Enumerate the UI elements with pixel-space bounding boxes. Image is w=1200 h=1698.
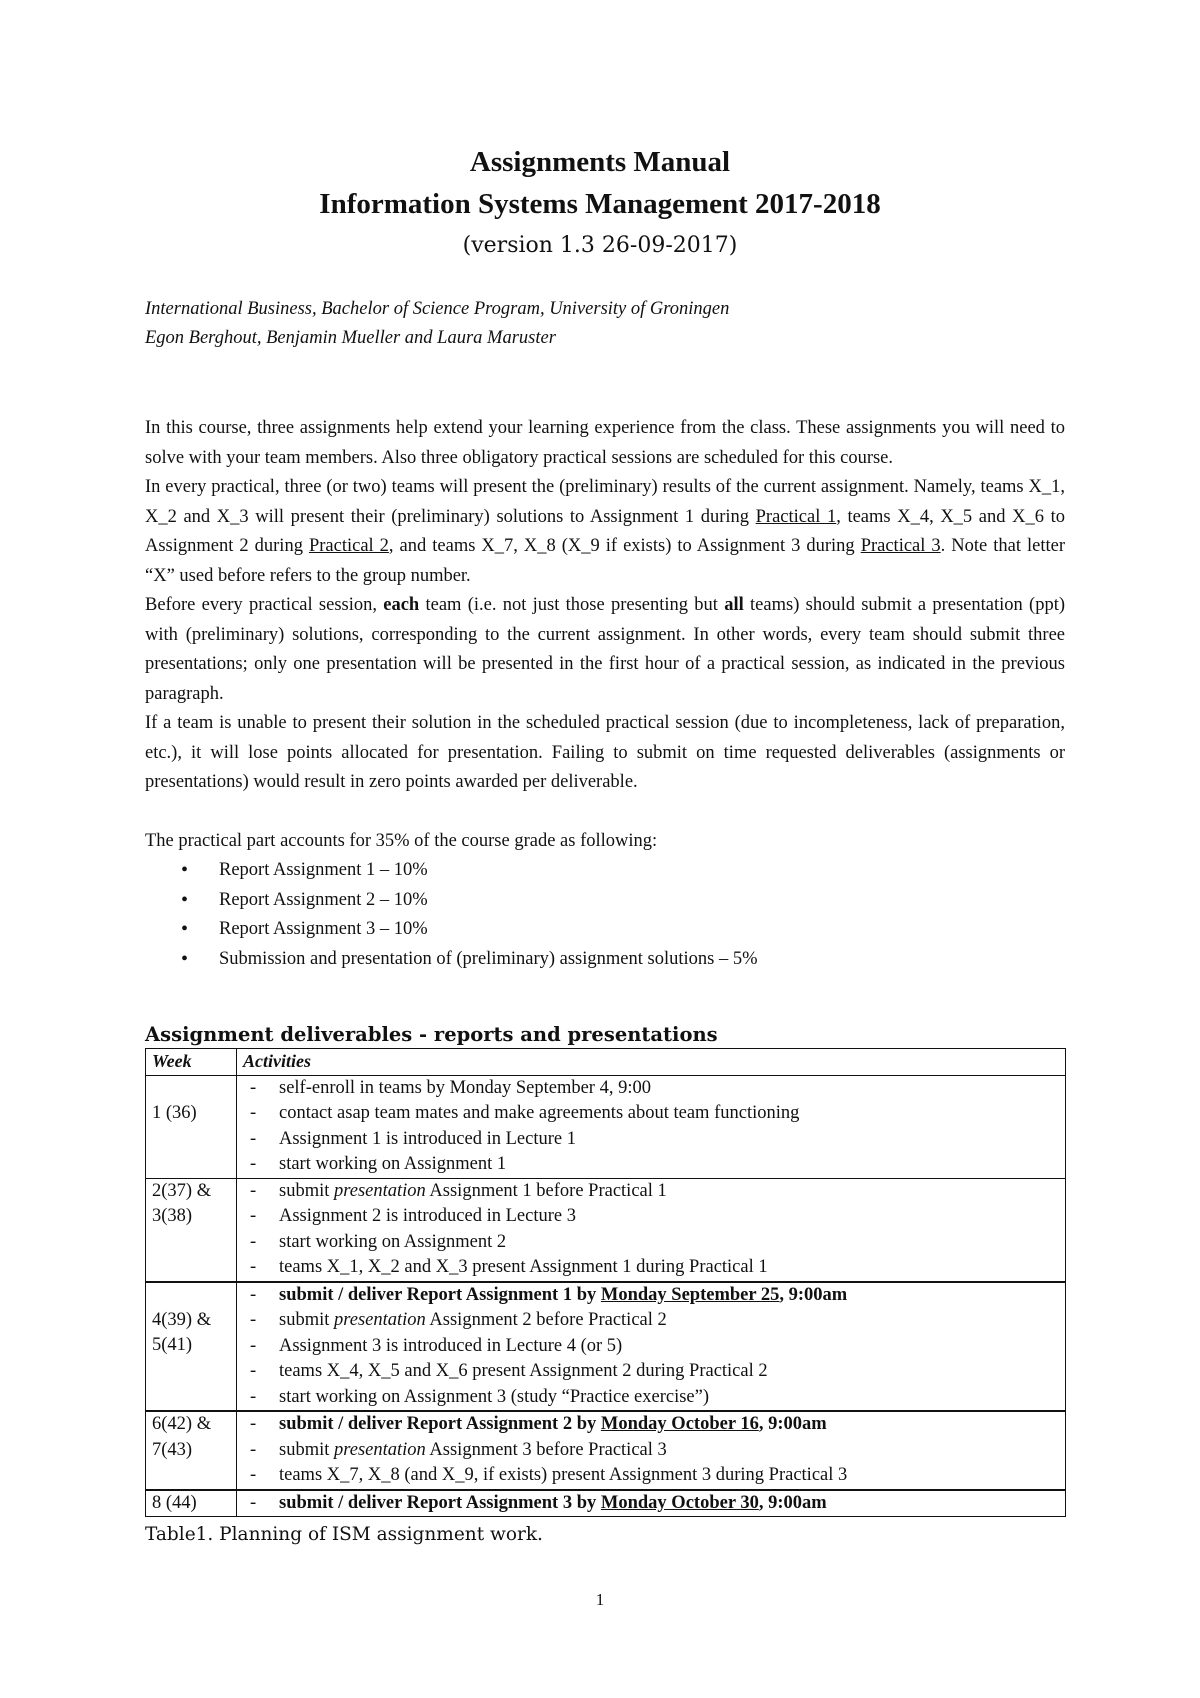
intro-body: [145, 414, 1065, 974]
activity-item: - Assignment 2 is introduced in Lecture 3: [243, 1204, 1059, 1230]
activity-item: - start working on Assignment 3 (study “Practice exercise”): [243, 1385, 1059, 1411]
week-cell: 8 (44): [146, 1490, 237, 1517]
table-row: [146, 1490, 1066, 1517]
intro-paragraph-1: In this course, three assignments help extend your learning experience from the class. These assignments you will need to solve with your team members. Also three obligatory practical sessions are scheduled for this course.: [145, 418, 1065, 468]
table-header-row: [146, 1049, 1066, 1076]
activities-cell: [237, 1075, 1066, 1178]
intro-paragraph-4: If a team is unable to present their solution in the scheduled practical session (due to incompleteness, lack of preparation, etc.), it will lose points allocated for presentation. Failing to submit on time requested deliverables (assignments or presentations) would result in zero points awarded per deliverable.: [145, 713, 1065, 792]
table-row: [146, 1075, 1066, 1178]
activity-item: - submit / deliver Report Assignment 2 by Monday October 16, 9:00am: [243, 1412, 1059, 1438]
activity-item: - start working on Assignment 2: [243, 1230, 1059, 1256]
practical-3-link: Practical 3: [860, 536, 941, 556]
grading-list: [145, 856, 1065, 974]
week-cell: 2(37) & 3(38): [146, 1178, 237, 1282]
table-title: Assignment deliverables - reports and presentations: [145, 1023, 718, 1046]
list-item: • Report Assignment 1 – 10%: [145, 856, 1065, 886]
table-row: [146, 1282, 1066, 1412]
activity-item: - Assignment 1 is introduced in Lecture 1: [243, 1127, 1059, 1153]
week-cell: 6(42) & 7(43): [146, 1411, 237, 1490]
program-line: International Business, Bachelor of Science Program, University of Groningen: [145, 299, 730, 319]
activity-item: - submit / deliver Report Assignment 1 by Monday September 25, 9:00am: [243, 1283, 1059, 1309]
table-caption: Table1. Planning of ISM assignment work.: [145, 1524, 543, 1545]
table-row: [146, 1178, 1066, 1282]
list-item: • Report Assignment 3 – 10%: [145, 915, 1065, 945]
practical-2-link: Practical 2: [308, 536, 389, 556]
column-header-week: Week: [146, 1049, 237, 1076]
document-subtitle: Information Systems Management 2017-2018: [319, 188, 881, 220]
week-cell: 1 (36): [146, 1075, 237, 1178]
column-header-activities: Activities: [237, 1049, 1066, 1076]
activity-item: - teams X_1, X_2 and X_3 present Assignment 1 during Practical 1: [243, 1255, 1059, 1281]
activity-item: - start working on Assignment 1: [243, 1152, 1059, 1178]
authors-line: Egon Berghout, Benjamin Mueller and Laura Maruster: [145, 328, 556, 348]
list-item: • Report Assignment 2 – 10%: [145, 886, 1065, 916]
page-number: 1: [595, 1590, 605, 1609]
activity-item: - submit / deliver Report Assignment 3 by Monday October 30, 9:00am: [243, 1491, 1059, 1517]
activities-cell: [237, 1490, 1066, 1517]
activity-item: - teams X_4, X_5 and X_6 present Assignment 2 during Practical 2: [243, 1359, 1059, 1385]
week-cell: 4(39) & 5(41): [146, 1282, 237, 1412]
activity-item: - submit presentation Assignment 3 before Practical 3: [243, 1438, 1059, 1464]
activity-item: - submit presentation Assignment 1 before Practical 1: [243, 1179, 1059, 1205]
activity-item: - submit presentation Assignment 2 before Practical 2: [243, 1308, 1059, 1334]
grading-intro: The practical part accounts for 35% of the course grade as following:: [145, 830, 658, 851]
intro-paragraph-2: In every practical, three (or two) teams will present the (preliminary) results of the current assignment. Namely, teams X_1, X_2 and X_3 will present their (preliminary) solutions to Assignment 1 during Practical 1, teams X_4, X_5 and X_6 to Assignment 2 during Practical 2, and teams X_7, X_8 (X_9 if exists) to Assignment 3 during Practical 3. Note that letter “X” used before refers to the group number.: [145, 477, 1065, 586]
list-item: • Submission and presentation of (preliminary) assignment solutions – 5%: [145, 945, 1065, 975]
activity-item: - self-enroll in teams by Monday September 4, 9:00: [243, 1076, 1059, 1102]
document-title: Assignments Manual: [469, 146, 731, 178]
activity-item: - contact asap team mates and make agreements about team functioning: [243, 1101, 1059, 1127]
activities-cell: [237, 1178, 1066, 1282]
activity-item: - Assignment 3 is introduced in Lecture 4 (or 5): [243, 1334, 1059, 1360]
activities-cell: [237, 1411, 1066, 1490]
table-row: [146, 1411, 1066, 1490]
version-line: (version 1.3 26-09-2017): [462, 233, 738, 258]
practical-1-link: Practical 1: [755, 506, 837, 527]
intro-paragraph-3: Before every practical session, each team (i.e. not just those presenting but all teams) should submit a presentation (ppt) with (preliminary) solutions, corresponding to the current assignment. In other words, every team should submit three presentations; only one presentation will be presented in the first hour of a practical session, as indicated in the previous paragraph.: [145, 595, 1065, 704]
activities-cell: [237, 1282, 1066, 1412]
activity-item: - teams X_7, X_8 (and X_9, if exists) present Assignment 3 during Practical 3: [243, 1463, 1059, 1489]
planning-table: [145, 1048, 1066, 1517]
